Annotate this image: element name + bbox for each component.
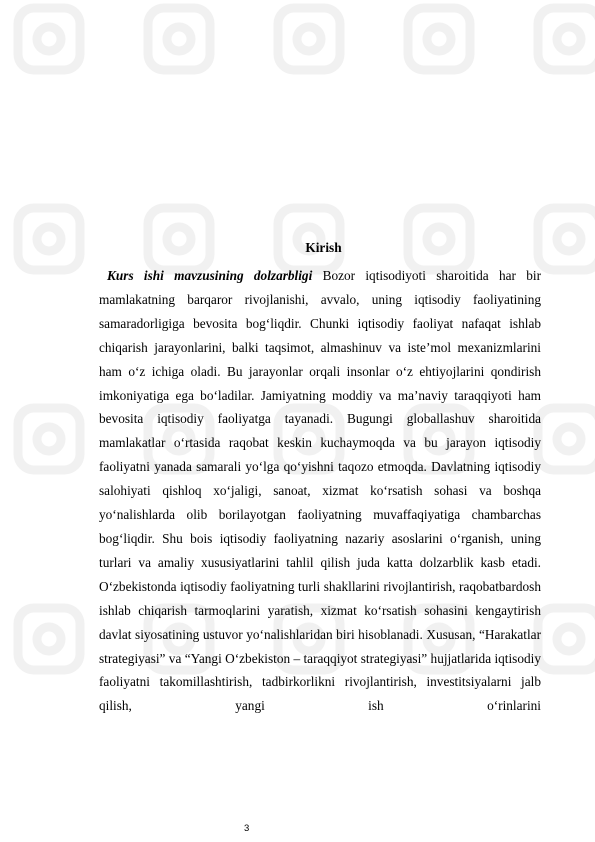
watermark-tile <box>538 408 595 470</box>
paragraph-text: Bozor iqtisodiyoti sharoitida har bir mamlakatning barqaror rivojlanishi, avvalo, uning iqtisodiy faoliyatining samaradorligiga bevosita bog‘liqdir. Chunki iqtisodiy faoliyat nafaqat ishlab chiqarish jarayonlarini, balki taqsimot, almashinuv va iste’mol mexanizmlarini ham o‘z ichiga oladi. Bu jarayonlar orqali insonlar o‘z ehtiyojlarini qondirish imkoniyatiga ega bo‘ladilar. Jamiyatning moddiy va ma’naviy taraqqiyoti ham bevosita iqtisodiy faoliyatga tayanadi. Bugungi globallashuv sharoitida mamlakatlar o‘rtasida raqobat keskin kuchaymoqda va bu jarayon iqtisodiy faoliyatni yanada samarali yo‘lga qo‘yishni taqozo etmoqda. Davlatning iqtisodiy salohiyati qishloq xo‘jaligi, sanoat, xizmat ko‘rsatish sohasi va boshqa yo‘nalishlarda olib borilayotgan faoliyatning muvaffaqiyatiga chambarchas bog‘liqdir. Shu bois iqtisodiy faoliyatning nazariy asoslarini o‘rganish, uning turlari va amaliy xususiyatlarini tahlil qilish juda katta dolzarblik kasb etadi. O‘zbekistonda iqtisodiy faoliyatning turli shakllarini rivojlantirish, raqobatbardosh ishlab chiqarish tarmoqlarini yaratish, xizmat ko‘rsatish sohasini kengaytirish davlat siyosatining ustuvor yo‘nalishlaridan biri hisoblanadi. Xususan, “Harakatlar strategiyasi” va “Yangi O‘zbekiston – taraqqiyot strategiyasi” hujjatlarida iqtisodiy faoliyatni takomillashtirish, tadbirkorlikni rivojlantirish, investitsiyalarni jalb qilish, yangi ish o‘rinlarini <box>99 268 541 714</box>
page-title: Kirish <box>305 240 342 255</box>
watermark-tile <box>538 608 595 670</box>
watermark-mark <box>557 27 581 51</box>
watermark-tile <box>538 208 595 270</box>
lead-phrase: Kurs ishi mavzusining dolzarbligi <box>107 268 313 283</box>
watermark-tile <box>148 8 210 70</box>
watermark-mark <box>557 427 581 451</box>
watermark-tile <box>148 208 210 270</box>
watermark-tile <box>278 208 340 270</box>
watermark-mark <box>427 27 451 51</box>
page-number: 3 <box>244 823 250 834</box>
body-paragraph <box>99 264 541 718</box>
watermark-tile <box>18 8 80 70</box>
watermark-tile <box>18 208 80 270</box>
watermark-tile <box>408 8 470 70</box>
watermark-tile <box>408 208 470 270</box>
watermark-mark <box>37 427 61 451</box>
watermark-tile <box>538 8 595 70</box>
watermark-mark <box>37 27 61 51</box>
watermark-mark <box>557 627 581 651</box>
watermark-mark <box>167 27 191 51</box>
watermark-mark <box>297 27 321 51</box>
watermark-tile <box>18 408 80 470</box>
watermark-mark <box>37 627 61 651</box>
watermark-tile <box>278 8 340 70</box>
watermark-tile <box>18 608 80 670</box>
